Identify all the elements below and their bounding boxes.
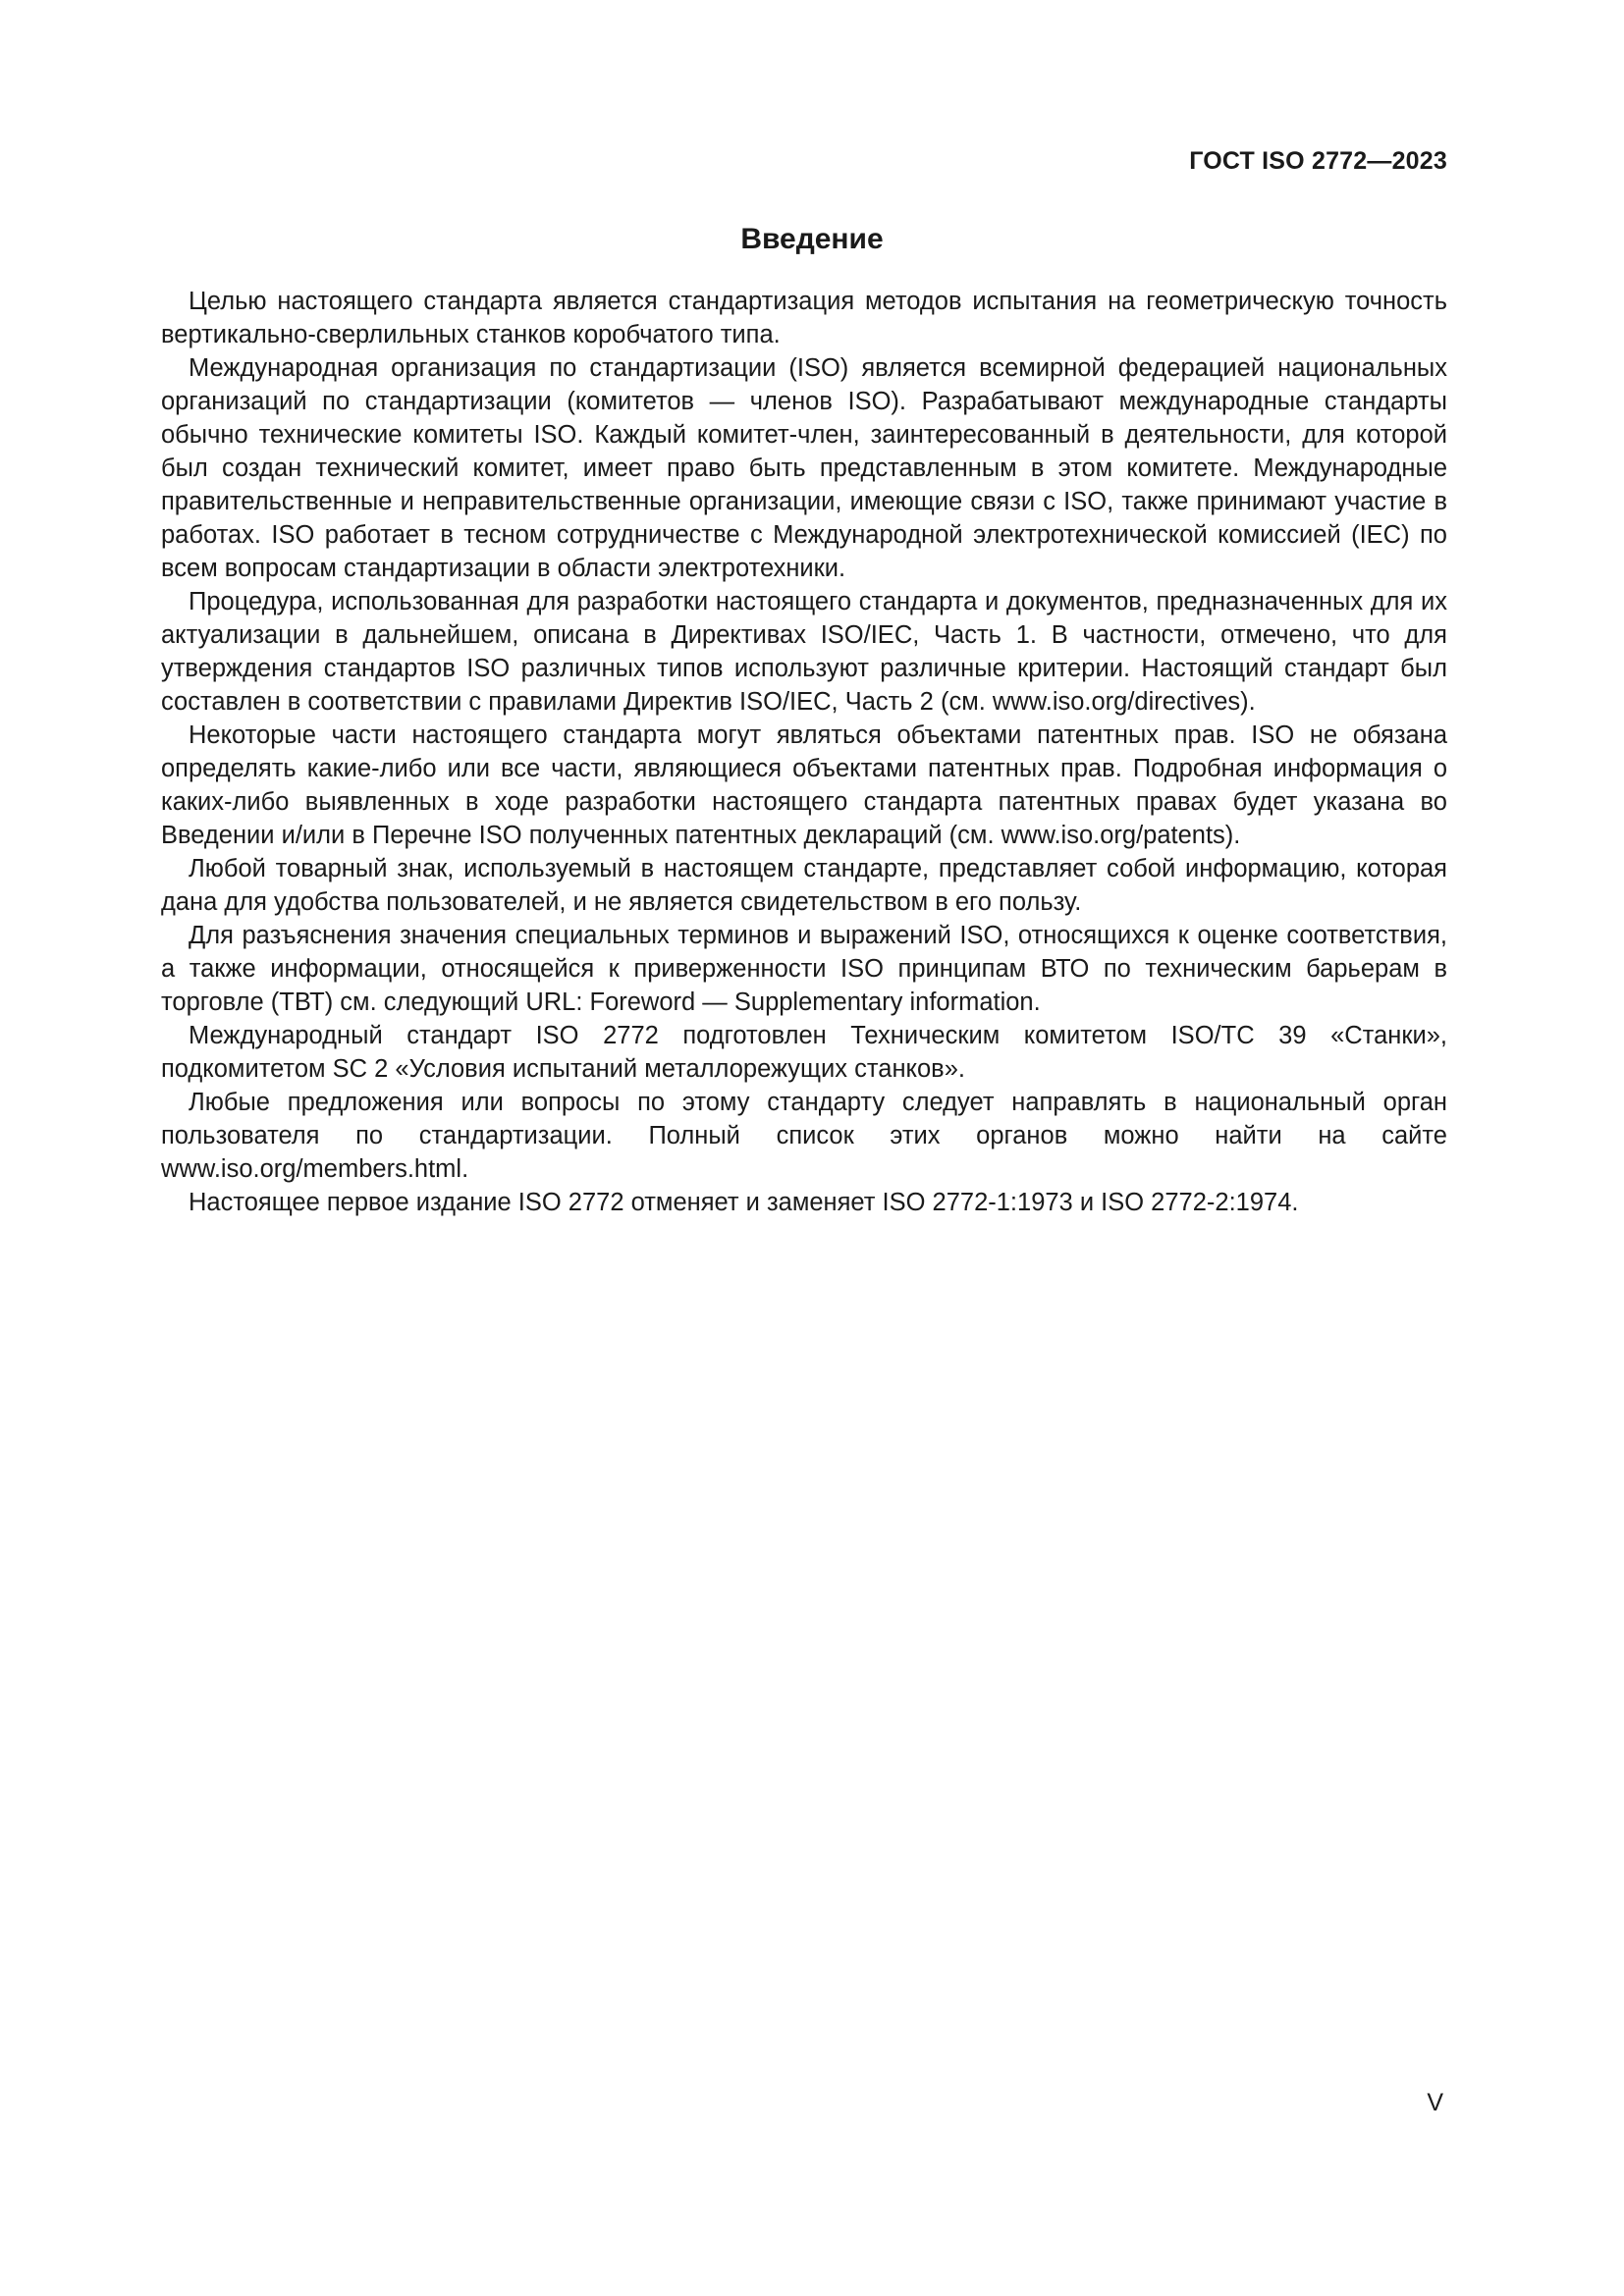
paragraph-patents: Некоторые части настоящего стандарта могут являться объектами патентных прав. ISO не обязана определять какие-либо или все части, являющиеся объектами патентных прав. Подробная информация о каких-либо выявленных в ходе разработки настоящего стандарта патентных правах будет указана во Введении и/или в Перечне ISO полученных патентных деклараций (см. www.iso.org/patents). [161,721,1447,849]
document-designation: ГОСТ ISO 2772—2023 [1189,147,1447,175]
paragraph-iso-organization: Международная организация по стандартизации (ISO) является всемирной федерацией национальных организаций по стандартизации (комитетов — членов ISO). Разрабатывают международные стандарты обычно технические комитеты ISO. Каждый комитет-член, заинтересованный в деятельности, для которой был создан технический комитет, имеет право быть представленным в этом комитете. Международные правительственные и неправительственные организации, имеющие связи с ISO, также принимают участие в работах. ISO работает в тесном сотрудничестве с Международной электротехнической комиссией (IEC) по всем вопросам стандартизации в области электротехники. [161,354,1447,582]
paragraph-edition: Настоящее первое издание ISO 2772 отменяет и заменяет ISO 2772-1:1973 и ISO 2772-2:1974. [189,1189,1299,1216]
paragraph-purpose: Целью настоящего стандарта является стандартизация методов испытания на геометрическую точность вертикально-сверлильных станков коробчатого типа. [161,288,1447,348]
paragraph-feedback: Любые предложения или вопросы по этому стандарту следует направлять в национальный орган пользователя по стандартизации. Полный список этих органов можно найти на сайте www.iso.org/members.html. [161,1089,1447,1183]
paragraph-committee: Международный стандарт ISO 2772 подготовлен Техническим комитетом ISO/TC 39 «Станки», подкомитетом SC 2 «Условия испытаний металлорежущих станков». [161,1022,1447,1083]
paragraph-procedure: Процедура, использованная для разработки настоящего стандарта и документов, предназначенных для их актуализации в дальнейшем, описана в Директивах ISO/IEC, Часть 1. В частности, отмечено, что для утверждения стандартов ISO различных типов используют различные критерии. Настоящий стандарт был составлен в соответствии с правилами Директив ISO/IEC, Часть 2 (см. www.iso.org/directives). [161,588,1447,716]
page-number: V [1427,2089,1443,2116]
paragraph-trademark: Любой товарный знак, используемый в настоящем стандарте, представляет собой информацию, которая дана для удобства пользователей, и не является свидетельством в его пользу. [161,855,1447,916]
body-text [161,285,1447,1219]
section-title: Введение [740,223,884,255]
paragraph-terms: Для разъяснения значения специальных терминов и выражений ISO, относящихся к оценке соответствия, а также информации, относящейся к приверженности ISO принципам ВТО по техническим барьерам в торговле (ТВТ) см. следующий URL: Foreword — Supplementary information. [161,922,1447,1016]
